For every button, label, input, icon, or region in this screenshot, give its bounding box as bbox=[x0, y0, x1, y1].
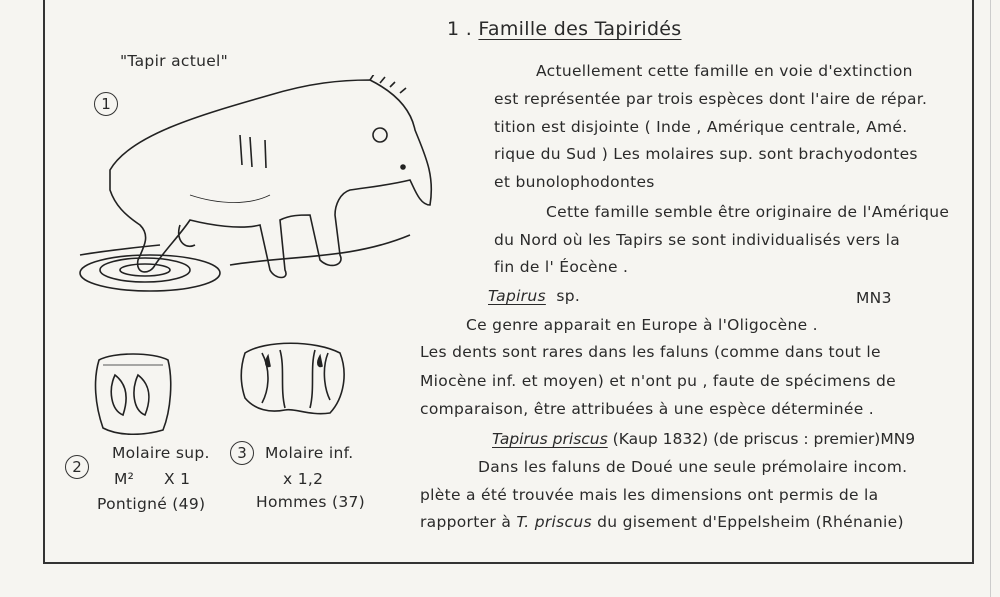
species2-heading: Tapirus priscus (Kaup 1832) (de priscus : premier)MN9 bbox=[492, 430, 916, 448]
species1-line: Miocène inf. et moyen) et n'ont pu , faute de spécimens de bbox=[420, 372, 896, 390]
lower-molar-illustration bbox=[240, 338, 350, 418]
section-title: 1 . Famille des Tapiridés bbox=[447, 18, 682, 40]
fig3-locality: Hommes (37) bbox=[256, 493, 365, 511]
fig3-scale: x 1,2 bbox=[283, 470, 324, 488]
species1-line: comparaison, être attribuées à une espèce déterminée . bbox=[420, 400, 874, 418]
species1-line: Les dents sont rares dans les faluns (comme dans tout le bbox=[420, 343, 881, 361]
species1-heading: Tapirus sp. bbox=[488, 287, 581, 305]
fig2-locality: Pontigné (49) bbox=[97, 495, 206, 513]
fig2-number: 2 bbox=[65, 455, 89, 479]
fig3-label: Molaire inf. bbox=[265, 444, 354, 462]
species2-line: plète a été trouvée mais les dimensions ont permis de la bbox=[420, 486, 879, 504]
species1-zone: MN3 bbox=[856, 289, 892, 307]
paragraph1-line: Actuellement cette famille en voie d'extinction bbox=[536, 62, 913, 80]
species2-line: rapporter à T. priscus du gisement d'Eppelsheim (Rhénanie) bbox=[420, 513, 904, 531]
paragraph1-line: rique du Sud ) Les molaires sup. sont brachyodontes bbox=[494, 145, 918, 163]
fig3-number: 3 bbox=[230, 441, 254, 465]
fig2-label: Molaire sup. bbox=[112, 444, 210, 462]
tapir-illustration bbox=[70, 75, 440, 300]
fig2-tooth: M² bbox=[114, 470, 135, 488]
page-edge bbox=[990, 0, 991, 597]
paragraph1-line: tition est disjointe ( Inde , Amérique centrale, Amé. bbox=[494, 118, 908, 136]
fig2-scale: X 1 bbox=[164, 470, 191, 488]
paragraph2-line: Cette famille semble être originaire de l'Amérique bbox=[546, 203, 950, 221]
fig1-caption: "Tapir actuel" bbox=[120, 52, 229, 70]
species1-line: Ce genre apparait en Europe à l'Oligocène . bbox=[466, 316, 818, 334]
paragraph2-line: fin de l' Éocène . bbox=[494, 258, 629, 276]
fig1-number: 1 bbox=[94, 92, 118, 116]
paragraph2-line: du Nord où les Tapirs se sont individualisés vers la bbox=[494, 231, 901, 249]
upper-molar-illustration bbox=[93, 350, 173, 435]
species2-line: Dans les faluns de Doué une seule prémolaire incom. bbox=[478, 458, 908, 476]
paragraph1-line: et bunolophodontes bbox=[494, 173, 655, 191]
paragraph1-line: est représentée par trois espèces dont l'aire de répar. bbox=[494, 90, 928, 108]
